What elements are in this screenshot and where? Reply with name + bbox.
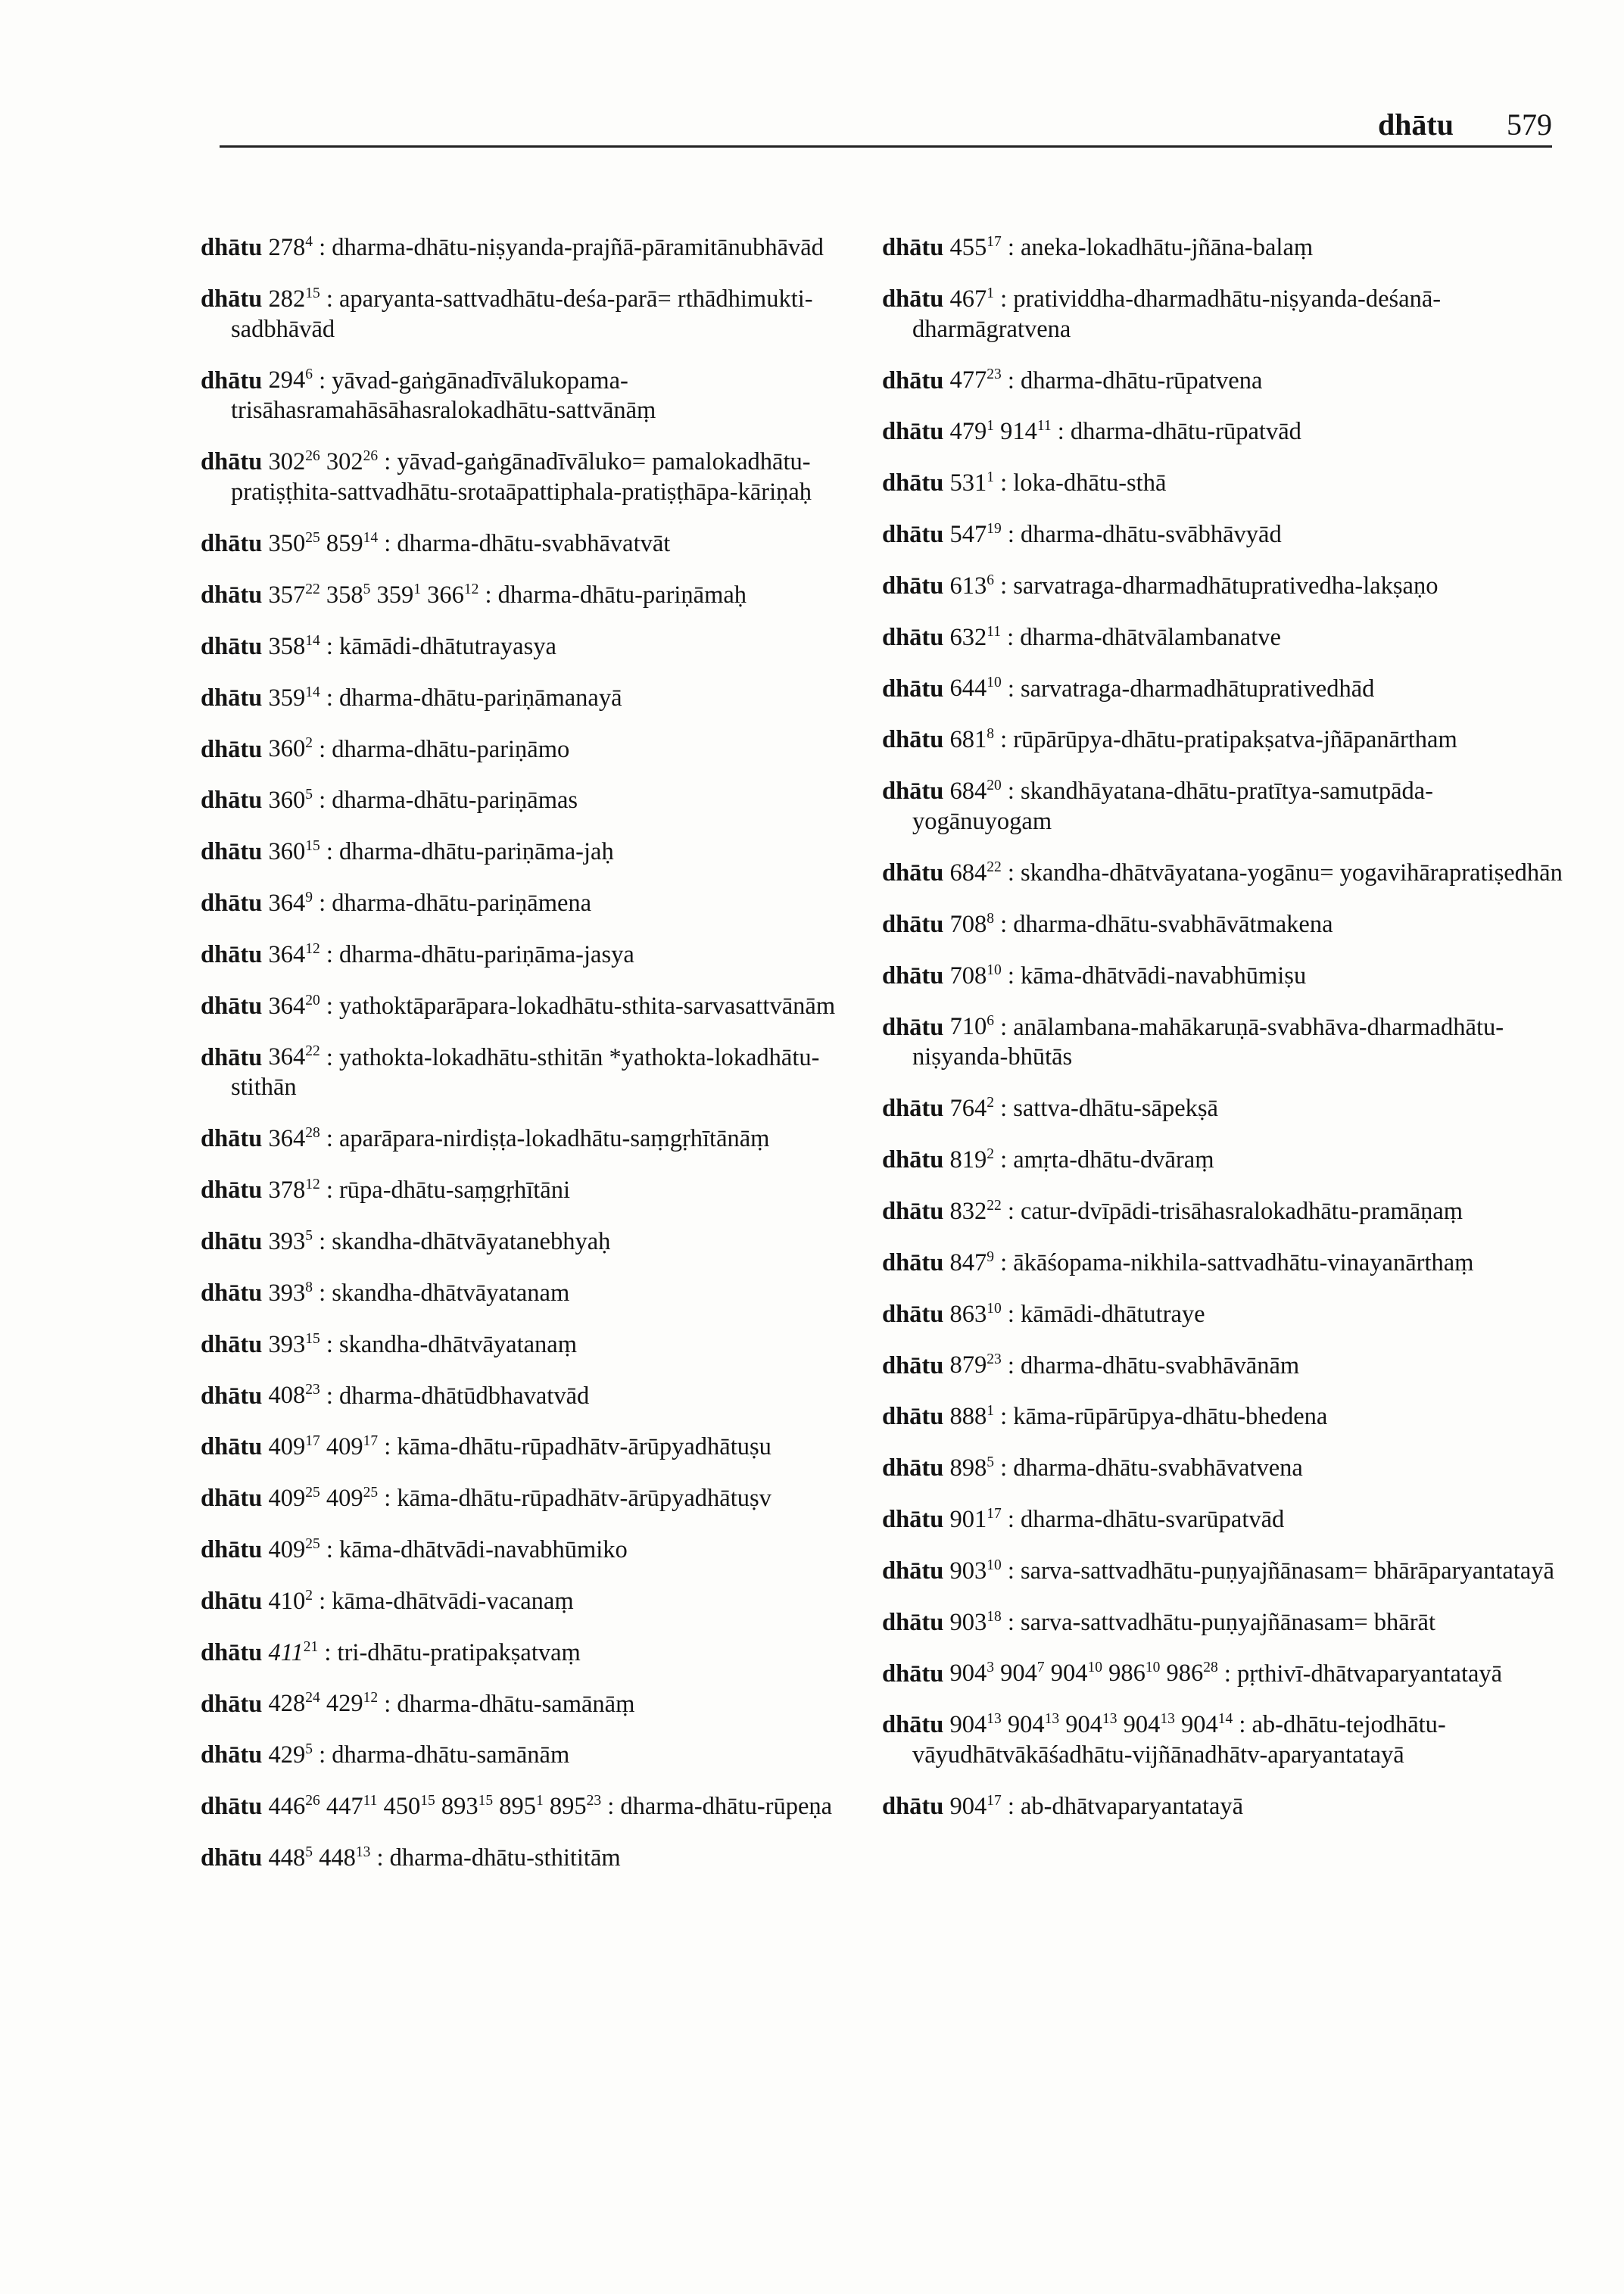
entry-compound: : kāmādi-dhātutraye [1007,1300,1205,1328]
entry-headword: dhātu [882,1300,944,1328]
entry-compound: : dharma-dhātu-pariṇāma-jasya [326,940,634,968]
entry-headword: dhātu [201,1844,263,1872]
entry-headword: dhātu [201,889,263,917]
entry-page-refs: $710^6$ [949,1013,994,1041]
entry-compound: : dharma-dhātu-niṣyanda-prajñā-pāramitānubhāvād [319,233,824,261]
entry-page-refs: $479^1$ $914^{11}$ [949,418,1052,446]
entry-headword: dhātu [201,1330,263,1358]
entry-page-refs: $632^{11}$ [949,623,1001,651]
entry-headword: dhātu [882,233,944,261]
index-entry [882,1007,1563,1073]
index-entry [201,1837,874,1873]
index-entry [882,1448,1563,1483]
entry-compound: : kāmādi-dhātutrayasya [326,632,556,660]
entry-headword: dhātu [201,1638,263,1666]
entry-page-refs: $411^{21}$ [268,1638,319,1666]
running-head: dhātu [1377,108,1454,142]
entry-page-refs: $901^{17}$ [949,1505,1002,1533]
entry-page-refs: $360^{15}$ [268,838,320,866]
entry-headword: dhātu [882,285,944,313]
entry-compound: : dharma-dhātu-svabhāvatvena [1000,1454,1303,1482]
index-entry [882,1551,1563,1586]
entry-compound: : kāma-dhātu-rūpadhātv-ārūpyadhātuṣu [384,1433,771,1461]
index-entry [201,729,874,765]
entry-headword: dhātu [882,366,944,394]
entry-compound: : dharma-dhātu-pariṇāmena [319,889,592,917]
index-entry [882,411,1563,447]
page-header [220,106,1552,148]
entry-headword: dhātu [882,469,944,497]
entry-compound: : dharma-dhātu-samānāṃ [384,1690,635,1718]
entry-compound: : sarvatraga-dharmadhātuprativedha-lakṣaṇo [1000,572,1439,600]
entry-compound: : catur-dvīpādi-trisāhasralokadhātu-pramāṇaṃ [1007,1197,1463,1225]
index-entry [201,1118,874,1154]
entry-compound: : ākāśopama-nikhila-sattvadhātu-vinayanārthaṃ [1000,1248,1474,1276]
entry-page-refs: $357^{22}$ $358^5$ $359^1$ $366^{12}$ [268,581,479,609]
entry-page-refs: $408^{23}$ [268,1382,320,1410]
entry-compound: : ab-dhātvaparyantatayā [1007,1793,1244,1821]
entry-page-refs: $904^{13}$ $904^{13}$ $904^{13}$ $904^{13}$ $904^{14}$ [949,1711,1233,1739]
index-entry [201,1426,874,1462]
entry-headword: dhātu [201,1690,263,1718]
index-entry [882,617,1563,653]
entry-page-refs: $684^{20}$ [949,778,1002,806]
index-entry [882,1345,1563,1381]
entry-headword: dhātu [201,1177,263,1205]
entry-page-refs: $764^2$ [949,1095,994,1123]
entry-compound: : dharma-dhātu-pariṇāmanayā [326,684,622,712]
index-entry [882,566,1563,601]
entry-headword: dhātu [201,581,263,609]
entry-compound: : dharma-dhātu-samānām [319,1741,570,1769]
entry-compound: : aparyanta-sattvadhātu-deśa-parā= rthādhimukti-sadbhāvād [231,285,813,343]
entry-headword: dhātu [882,1454,944,1482]
index-entry [201,831,874,867]
index-entry [882,1088,1563,1124]
entry-compound: : dharma-dhātu-rūpeṇa [607,1793,833,1821]
entry-page-refs: $547^{19}$ [949,520,1002,548]
index-entry [201,575,874,610]
index-entry [201,523,874,559]
entry-page-refs: $393^8$ [268,1279,313,1307]
entry-headword: dhātu [882,1608,944,1636]
entry-compound: : amṛta-dhātu-dvāraṃ [1000,1146,1214,1174]
index-entry [201,1478,874,1513]
entry-headword: dhātu [201,285,263,313]
entry-compound: : pratividdha-dharmadhātu-niṣyanda-deśanā-dharmāgratvena [912,285,1442,343]
entry-page-refs: $364^{20}$ [268,992,320,1020]
index-entry [882,1499,1563,1535]
entry-page-refs: $378^{12}$ [268,1177,320,1205]
entry-headword: dhātu [882,1248,944,1276]
entry-headword: dhātu [882,1660,944,1688]
index-entry [201,1529,874,1565]
entry-headword: dhātu [201,1227,263,1255]
entry-page-refs: $531^1$ [949,469,994,497]
index-entry [882,1602,1563,1638]
entry-headword: dhātu [882,910,944,938]
entry-compound: : loka-dhātu-sthā [1000,469,1167,497]
entry-compound: : dharma-dhātvālambanatve [1007,623,1281,651]
index-entry [882,1294,1563,1329]
index-entry [201,279,874,344]
entry-headword: dhātu [201,992,263,1020]
index-entry [201,1735,874,1770]
index-entry [201,227,874,263]
index-entry [882,1653,1563,1689]
entry-headword: dhātu [882,1793,944,1821]
entry-compound: : yāvad-gaṅgānadīvālukopama-trisāhasramahāsāhasralokadhātu-sattvānāṃ [231,366,656,425]
index-entry [882,669,1563,704]
entry-headword: dhātu [201,448,263,476]
entry-headword: dhātu [882,623,944,651]
entry-compound: : skandha-dhātvāyatanam [319,1279,570,1307]
entry-headword: dhātu [201,940,263,968]
entry-page-refs: $393^{15}$ [268,1330,320,1358]
entry-compound: : dharma-dhātūdbhavatvād [326,1382,590,1410]
entry-compound: : dharma-dhātu-rūpatvena [1007,366,1263,394]
entry-compound: : skandha-dhātvāyatanebhyaḥ [319,1227,611,1255]
entry-page-refs: $903^{10}$ [949,1557,1002,1585]
entry-page-refs: $410^2$ [268,1587,313,1615]
entry-compound: : yathoktāparāpara-lokadhātu-sthita-sarvasattvānām [326,992,836,1020]
index-entry [201,883,874,918]
entry-compound: : skandhāyatana-dhātu-pratītya-samutpāda-yogānuyogam [912,778,1434,836]
index-entry [201,1376,874,1411]
entry-compound: : aneka-lokadhātu-jñāna-balaṃ [1007,233,1314,261]
entry-compound: : aparāpara-nirdiṣṭa-lokadhātu-saṃgṛhītānāṃ [326,1125,770,1153]
index-entry [201,1684,874,1719]
index-entry [201,1221,874,1257]
entry-compound: : kāma-dhātu-rūpadhātv-ārūpyadhātuṣv [384,1485,771,1513]
index-entry [882,1191,1563,1226]
index-entry [201,1581,874,1616]
entry-headword: dhātu [201,684,263,712]
entry-page-refs: $359^{14}$ [268,684,320,712]
index-entry [882,1139,1563,1175]
entry-compound: : kāma-dhātvādi-navabhūmiṣu [1007,962,1307,990]
entry-page-refs: $903^{18}$ [949,1608,1002,1636]
entry-page-refs: $278^4$ [268,233,313,261]
entry-compound: : yāvad-gaṅgānadīvāluko= pamalokadhātu-pratiṣṭhita-sattvadhātu-srotaāpattiphala-pratiṣṭhāpa-kāriṇaḥ [231,448,812,506]
entry-headword: dhātu [201,735,263,763]
entry-headword: dhātu [882,1013,944,1041]
index-entry [201,1273,874,1308]
entry-page-refs: $708^8$ [949,910,994,938]
index-entry [201,986,874,1021]
entry-page-refs: $644^{10}$ [949,675,1002,703]
entry-compound: : dharma-dhātu-svābhāvyād [1007,520,1282,548]
index-entry [882,463,1563,498]
index-entry [201,1324,874,1360]
entry-page-refs: $898^5$ [949,1454,994,1482]
entry-page-refs: $708^{10}$ [949,962,1002,990]
entry-headword: dhātu [882,1505,944,1533]
entry-headword: dhātu [882,778,944,806]
entry-compound: : tri-dhātu-pratipakṣatvaṃ [324,1638,581,1666]
entry-compound: : ab-dhātu-tejodhātu-vāyudhātvākāśadhātu-vijñānadhātv-aparyantatayā [912,1711,1446,1769]
entry-page-refs: $455^{17}$ [949,233,1002,261]
index-entry [882,1396,1563,1432]
entry-compound: : anālambana-mahākaruṇā-svabhāva-dharmadhātu-niṣyanda-bhūtās [912,1013,1504,1071]
entry-compound: : dharma-dhātu-svabhāvātmakena [1000,910,1333,938]
entry-compound: : rūpārūpya-dhātu-pratipakṣatva-jñāpanārtham [1000,726,1457,754]
entry-page-refs: $364^{28}$ [268,1125,320,1153]
entry-page-refs: $358^{14}$ [268,632,320,660]
entry-headword: dhātu [201,1279,263,1307]
entry-page-refs: $409^{17}$ $409^{17}$ [268,1433,379,1461]
entry-headword: dhātu [201,1793,263,1821]
index-entry [201,626,874,662]
entry-headword: dhātu [882,1146,944,1174]
entry-compound: : dharma-dhātu-pariṇāma-jaḥ [326,838,614,866]
index-entry [882,1786,1563,1822]
entry-headword: dhātu [882,859,944,887]
entry-headword: dhātu [882,962,944,990]
entry-page-refs: $467^1$ [949,285,994,313]
index-entry [201,1037,874,1103]
entry-headword: dhātu [201,1043,263,1071]
entry-page-refs: $832^{22}$ [949,1197,1002,1225]
entry-page-refs: $409^{25}$ $409^{25}$ [268,1485,379,1513]
index-entry [882,279,1563,344]
index-entry [201,1786,874,1822]
entry-page-refs: $364^{12}$ [268,940,320,968]
index-entry [201,360,874,426]
entry-headword: dhātu [201,233,263,261]
entry-compound: : dharma-dhātu-svarūpatvād [1007,1505,1285,1533]
left-column [201,227,874,1889]
entry-headword: dhātu [882,572,944,600]
entry-compound: : skandha-dhātvāyatana-yogānu= yogavihārapratiṣedhān [1007,859,1563,887]
index-entry [201,934,874,970]
entry-headword: dhātu [882,418,944,446]
entry-compound: : sarvatraga-dharmadhātuprativedhād [1007,675,1375,703]
entry-headword: dhātu [201,1433,263,1461]
entry-page-refs: $477^{23}$ [949,366,1002,394]
entry-headword: dhātu [882,1403,944,1431]
entry-compound: : rūpa-dhātu-saṃgṛhītāni [326,1177,571,1205]
entry-compound: : sarva-sattvadhātu-puṇyajñānasam= bhārāparyantatayā [1007,1557,1554,1585]
index-entry [882,771,1563,837]
entry-headword: dhātu [201,1382,263,1410]
entry-page-refs: $409^{25}$ [268,1535,320,1563]
entry-page-refs: $904^{17}$ [949,1793,1002,1821]
index-entry [882,852,1563,888]
index-entry [201,780,874,815]
entry-page-refs: $819^2$ [949,1146,994,1174]
entry-page-refs: $847^9$ [949,1248,994,1276]
index-entry [882,360,1563,396]
index-entry [882,1242,1563,1278]
entry-compound: : dharma-dhātu-svabhāvatvāt [384,530,671,558]
entry-page-refs: $448^5$ $448^{13}$ [268,1844,371,1872]
entry-headword: dhātu [201,1485,263,1513]
entry-headword: dhātu [882,1197,944,1225]
index-entry [201,1632,874,1668]
entry-page-refs: $393^5$ [268,1227,313,1255]
index-entry [201,678,874,713]
entry-headword: dhātu [201,1741,263,1769]
entry-page-refs: $428^{24}$ $429^{12}$ [268,1690,379,1718]
entry-headword: dhātu [882,726,944,754]
entry-headword: dhātu [882,675,944,703]
entry-page-refs: $904^3$ $904^7$ $904^{10}$ $986^{10}$ $986^{28}$ [949,1660,1218,1688]
entry-headword: dhātu [882,1351,944,1379]
index-entry [882,719,1563,755]
entry-headword: dhātu [201,1125,263,1153]
index-entry [882,904,1563,940]
entry-page-refs: $302^{26}$ $302^{26}$ [268,448,379,476]
entry-page-refs: $364^9$ [268,889,313,917]
entry-compound: : sattva-dhātu-sāpekṣā [1000,1095,1218,1123]
entry-headword: dhātu [882,520,944,548]
entry-compound: : yathokta-lokadhātu-sthitān *yathokta-lokadhātu-stithān [231,1043,820,1102]
entry-compound: : dharma-dhātu-pariṇāmo [319,735,570,763]
entry-page-refs: $364^{22}$ [268,1043,320,1071]
entry-page-refs: $446^{26}$ $447^{11}$ $450^{15}$ $893^{15}$ $895^1$ $895^{23}$ [268,1793,602,1821]
entry-page-refs: $684^{22}$ [949,859,1002,887]
entry-compound: : dharma-dhātu-pariṇāmaḥ [485,581,747,609]
index-entry [882,1704,1563,1770]
entry-headword: dhātu [201,1587,263,1615]
entry-page-refs: $681^8$ [949,726,994,754]
entry-headword: dhātu [201,632,263,660]
entry-compound: : sarva-sattvadhātu-puṇyajñānasam= bhārāt [1007,1608,1436,1636]
entry-compound: : pṛthivī-dhātvaparyantatayā [1223,1660,1503,1688]
entry-headword: dhātu [201,530,263,558]
index-entry [882,955,1563,991]
page-number: 579 [1507,108,1552,142]
entry-compound: : kāma-rūpārūpya-dhātu-bhedena [1000,1403,1328,1431]
entry-page-refs: $888^1$ [949,1403,994,1431]
entry-page-refs: $282^{15}$ [268,285,320,313]
entry-page-refs: $613^6$ [949,572,994,600]
entry-page-refs: $429^5$ [268,1741,313,1769]
entry-headword: dhātu [201,366,263,394]
entry-headword: dhātu [882,1711,944,1739]
entry-compound: : dharma-dhātu-rūpatvād [1057,418,1301,446]
entry-headword: dhātu [201,838,263,866]
entry-compound: : dharma-dhātu-sthititām [376,1844,621,1872]
entry-headword: dhātu [882,1557,944,1585]
entry-compound: : kāma-dhātvādi-vacanaṃ [319,1587,574,1615]
entry-headword: dhātu [882,1095,944,1123]
entry-page-refs: $360^5$ [268,787,313,815]
entry-compound: : skandha-dhātvāyatanaṃ [326,1330,578,1358]
entry-headword: dhātu [201,1535,263,1563]
entry-page-refs: $350^{25}$ $859^{14}$ [268,530,379,558]
entry-page-refs: $863^{10}$ [949,1300,1002,1328]
entry-compound: : kāma-dhātvādi-navabhūmiko [326,1535,628,1563]
entry-compound: : dharma-dhātu-pariṇāmas [319,787,578,815]
index-entry [201,441,874,507]
index-entry [201,1170,874,1205]
right-column [882,227,1563,1837]
entry-page-refs: $879^{23}$ [949,1351,1002,1379]
entry-compound: : dharma-dhātu-svabhāvānām [1007,1351,1300,1379]
index-entry [882,227,1563,263]
entry-page-refs: $294^6$ [268,366,313,394]
index-entry [882,514,1563,550]
entry-page-refs: $360^2$ [268,735,313,763]
entry-headword: dhātu [201,787,263,815]
